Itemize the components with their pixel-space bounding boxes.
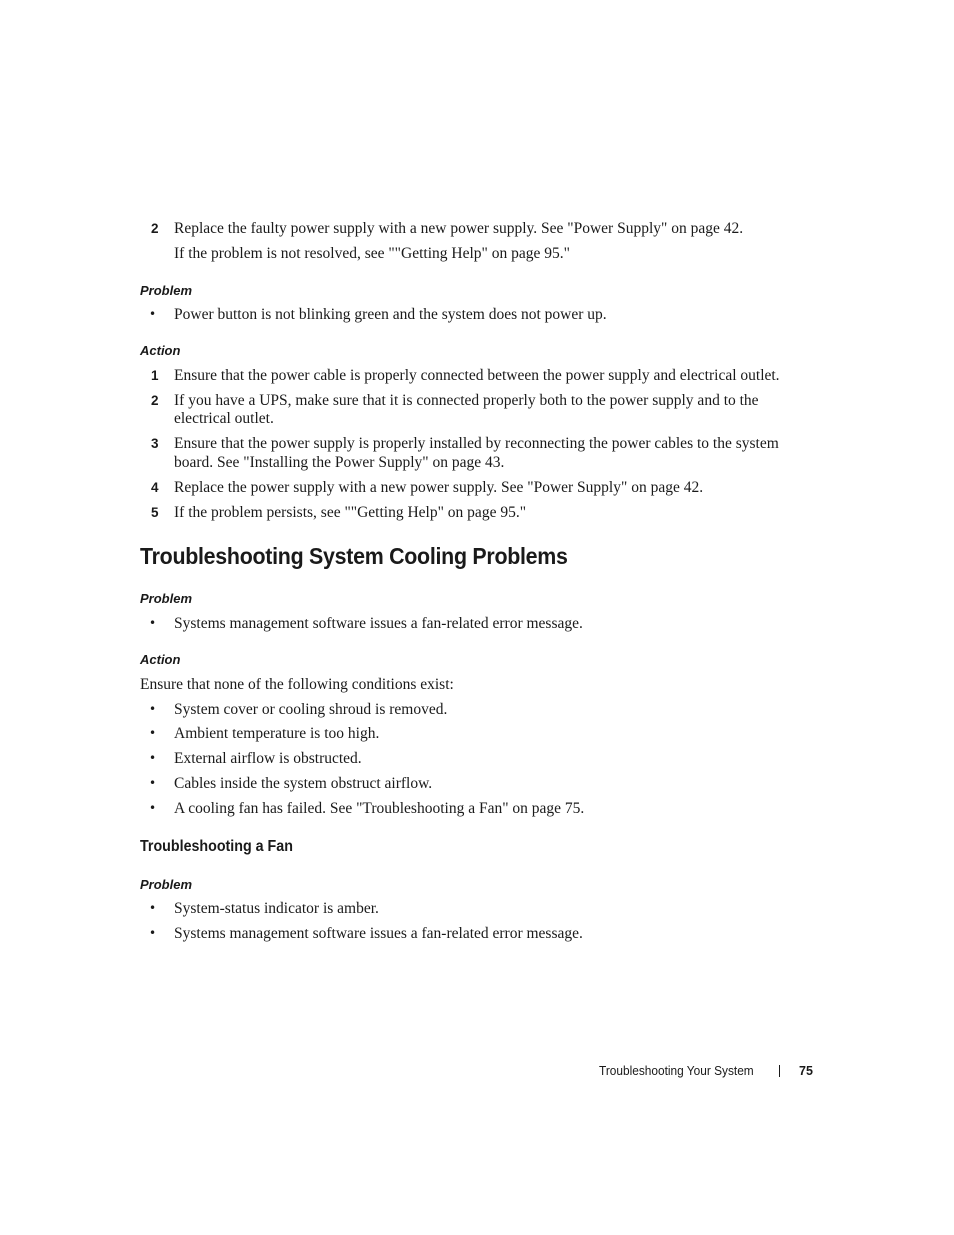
step-number: 2 <box>151 221 159 236</box>
step-number: 4 <box>151 480 159 495</box>
subsection-heading: Troubleshooting a Fan <box>140 838 293 855</box>
bullet-glyph: • <box>149 926 157 940</box>
problem-bullet-text: Systems management software issues a fan-related error message. <box>174 925 583 942</box>
step-text: If you have a UPS, make sure that it is connected properly both to the power supply and to the <box>174 392 759 409</box>
problem-label: Problem <box>140 877 193 892</box>
step-text: Replace the power supply with a new power supply. See "Power Supply" on page 42. <box>174 479 704 496</box>
problem-label: Problem <box>140 591 193 606</box>
problem-bullet-text: Systems management software issues a fan-related error message. <box>174 615 583 632</box>
section-heading: Troubleshooting System Cooling Problems <box>140 543 568 569</box>
step-text-continued: board. See "Installing the Power Supply" on page 43. <box>174 454 505 471</box>
bullet-glyph: • <box>149 726 157 740</box>
step-number: 1 <box>151 368 159 383</box>
problem-bullet-text: Power button is not blinking green and the system does not power up. <box>174 306 607 323</box>
footer-chapter-title: Troubleshooting Your System <box>599 1064 754 1078</box>
condition-bullet-text: Ambient temperature is too high. <box>174 725 380 742</box>
bullet-glyph: • <box>149 751 157 765</box>
step-number: 5 <box>151 505 159 520</box>
step-text: If the problem persists, see ""Getting Help" on page 95." <box>174 504 527 521</box>
action-label: Action <box>140 652 181 667</box>
step-text: Ensure that the power supply is properly installed by reconnecting the power cables to the system <box>174 435 779 452</box>
condition-bullet-text: A cooling fan has failed. See "Troubleshooting a Fan" on page 75. <box>174 800 585 817</box>
condition-bullet-text: System cover or cooling shroud is removed. <box>174 701 448 718</box>
problem-label: Problem <box>140 283 193 298</box>
bullet-glyph: • <box>149 307 157 321</box>
step-text: Ensure that the power cable is properly connected between the power supply and electrical outlet. <box>174 367 780 384</box>
step-number: 3 <box>151 436 159 451</box>
step-text-continued: electrical outlet. <box>174 410 274 427</box>
bullet-glyph: • <box>149 616 157 630</box>
step-number: 2 <box>151 393 159 408</box>
action-intro: Ensure that none of the following conditions exist: <box>140 676 454 693</box>
step-note: If the problem is not resolved, see ""Getting Help" on page 95." <box>174 245 570 262</box>
bullet-glyph: • <box>149 901 157 915</box>
bullet-glyph: • <box>149 776 157 790</box>
step-text: Replace the faulty power supply with a new power supply. See "Power Supply" on page 42. <box>174 220 744 237</box>
condition-bullet-text: Cables inside the system obstruct airflow. <box>174 775 433 792</box>
condition-bullet-text: External airflow is obstructed. <box>174 750 362 767</box>
bullet-glyph: • <box>149 801 157 815</box>
problem-bullet-text: System-status indicator is amber. <box>174 900 379 917</box>
page-number: 75 <box>799 1064 813 1078</box>
action-label: Action <box>140 343 181 358</box>
footer-separator <box>779 1065 780 1077</box>
bullet-glyph: • <box>149 702 157 716</box>
